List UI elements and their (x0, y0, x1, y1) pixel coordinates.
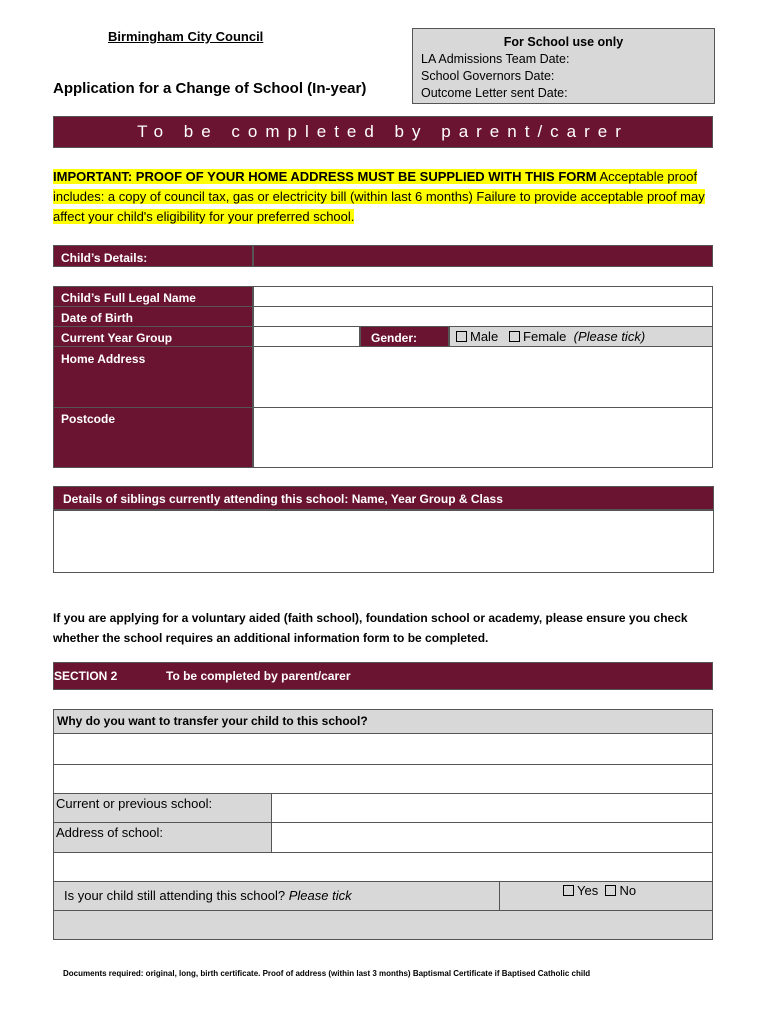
gender-options (449, 326, 713, 347)
please-tick-hint: (Please tick) (573, 329, 646, 344)
yes-checkbox[interactable]: Yes (563, 883, 598, 898)
postcode-input[interactable] (253, 407, 713, 468)
council-name: Birmingham City Council (108, 29, 264, 44)
full-name-label: Child’s Full Legal Name (53, 286, 253, 307)
postcode-label: Postcode (53, 407, 253, 468)
academy-note: If you are applying for a voluntary aided (faith school), foundation school or academy, please ensure you check whether the school requires an additional information form to be completed. (53, 611, 688, 645)
section2-label: SECTION 2 (54, 669, 118, 683)
male-checkbox[interactable]: Male (456, 329, 498, 344)
school-use-box (412, 28, 715, 104)
section2-text: To be completed by parent/carer (166, 669, 351, 683)
checkbox-icon (456, 331, 467, 342)
important-notice (53, 167, 713, 227)
dob-input[interactable] (253, 306, 713, 327)
child-details-heading (53, 245, 253, 267)
siblings-input[interactable] (53, 510, 714, 573)
no-checkbox[interactable]: No (605, 883, 636, 898)
school-use-title: For School use only (503, 35, 624, 49)
checkbox-icon (605, 885, 616, 896)
current-school-label: Current or previous school: (53, 793, 272, 823)
current-school-input[interactable] (271, 793, 713, 823)
still-attending-options (499, 881, 713, 911)
why-transfer-input-1[interactable] (53, 733, 713, 765)
checkbox-icon (563, 885, 574, 896)
please-tick-hint: Please tick (288, 888, 352, 903)
documents-required: Documents required: original, long, birth certificate. Proof of address (within last 3 months) Baptismal Certificate if Baptised Catholic child (63, 969, 591, 978)
school-address-input-2[interactable] (53, 852, 713, 882)
child-details-heading-fill (253, 245, 713, 267)
why-transfer-label: Why do you want to transfer your child to this school? (53, 709, 713, 734)
year-group-label: Current Year Group (53, 326, 253, 347)
checkbox-icon (509, 331, 520, 342)
page-title: Application for a Change of School (In-year) (53, 80, 367, 97)
section2-heading (53, 662, 713, 690)
home-address-input[interactable] (253, 346, 713, 408)
dob-label: Date of Birth (53, 306, 253, 327)
school-address-input[interactable] (271, 822, 713, 853)
school-address-label: Address of school: (53, 822, 272, 853)
child-details-heading-text: Child’s Details: (61, 251, 148, 265)
still-attending-label: Is your child still attending this school? Please tick (53, 881, 500, 911)
important-bold: IMPORTANT: PROOF OF YOUR HOME ADDRESS MUST BE SUPPLIED WITH THIS FORM (53, 169, 597, 184)
important-rest: Acceptable proof includes: a copy of council tax, gas or electricity bill (within last 6 months) Failure to provide acceptable proof may affect your child's eligibility for your preferred school. (53, 169, 705, 224)
la-admissions-date: LA Admissions Team Date: (421, 52, 570, 66)
year-group-input[interactable] (253, 326, 360, 347)
why-transfer-input-2[interactable] (53, 764, 713, 794)
outcome-letter-date: Outcome Letter sent Date: (421, 86, 568, 100)
still-attending-fill (53, 910, 713, 940)
siblings-heading: Details of siblings currently attending this school: Name, Year Group & Class (53, 486, 714, 510)
parent-carer-banner: To be completed by parent/carer (53, 116, 713, 148)
home-address-label: Home Address (53, 346, 253, 408)
governors-date: School Governors Date: (421, 69, 555, 83)
gender-label: Gender: (360, 326, 449, 347)
female-checkbox[interactable]: Female (509, 329, 566, 344)
full-name-input[interactable] (253, 286, 713, 307)
